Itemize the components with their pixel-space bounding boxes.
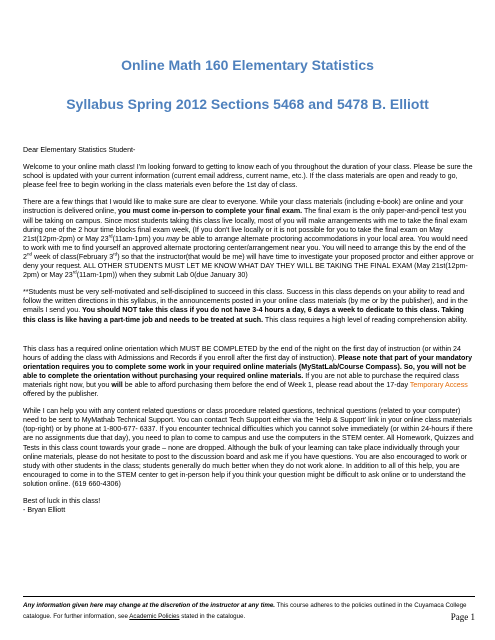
paragraph-final-exam: There are a few things that I would like to make sure are clear to everyone. While your class materials (including e-book) are online and your instruction is delivered online, you must come in-person to complete your final exam. The final exam is the only paper-and-pencil test you will be taking on campus. Since most students taking this class live locally, most of you will make arrangements with me to take the final exam during one of the 2 hour time blocks final exam week, (If you don't live locally or it is not possible for you to take the final exam on May 21st(12pm-2pm) or May 23rd(11am-1pm) you may be able to arrange alternate proctoring accommodations in your local area. You would need to work with me to find yourself an approved alternate proctoring center/arrangement near you. You will need to arrange this by the end of the 2nd week of class(February 3rd) so that the instructor(that would be me) will have time to investigate your proposed proctor and either approve or deny your request. ALL OTHER STUDENTS MUST LET ME KNOW WHAT DAY THEY WILL BE TAKING THE FINAL EXAM (May 21st(12pm-2pm) or May 23rd(11am-1pm)) when they submit Lab 0(due January 30) bbox=[23, 198, 474, 280]
syllabus-body bbox=[23, 146, 475, 523]
paragraph-welcome: Welcome to your online math class! I'm looking forward to getting to know each of you throughout the duration of your class. Please be sure the school is updated with your current information (current email address, current name, etc.). If the class materials are open and ready to go, please feel free to begin working in the class materials even before the 1st day of class. bbox=[23, 163, 473, 190]
paragraph-orientation: This class has a required online orientation which MUST BE COMPLETED by the end of the night on the first day of instruction (or within 24 hours of adding the class with Admissions and Records if you enroll after the first day of instruction). Please note that part of your mandatory orientation requires you to complete some work in your required online materials (MyStatLab/Course Compass). So, you will not be able to complete the orientation without purchasing your required online materials. If you are not able to purchase the required class materials right now, but you will be able to afford purchasing them before the end of Week 1, please read about the 17-day Temporary Access offered by the publisher. bbox=[23, 344, 473, 399]
document-subtitle: Syllabus Spring 2012 Sections 5468 and 5478 B. Elliott bbox=[66, 96, 429, 112]
time-commitment-notice: You should NOT take this class if you do not have 3-4 hours a day, 6 days a week to dedicate to this class. Taking this class is like having a part-time job and needs to be treated at such. bbox=[23, 306, 464, 324]
document-title: Online Math 160 Elementary Statistics bbox=[121, 57, 374, 73]
page-number: Page 1 bbox=[450, 612, 475, 622]
paragraph-self-motivation: **Students must be very self-motivated and self-disciplined to succeed in this class. Success in this class depends on your ability to read and follow the written directions in this syllabus, in the announcements posted in your online class materials (by me or by the publisher), and in the emails I send you. You should NOT take this class if you do not have 3-4 hours a day, 6 days a week to dedicate to this class. Taking this class is like having a part-time job and needs to be treated at such. This class requires a high level of reading comprehension ability. bbox=[23, 288, 468, 324]
footer-divider bbox=[23, 596, 475, 597]
final-exam-notice: you must come in-person to complete your final exam. bbox=[118, 207, 303, 216]
footer-note: Any information given here may change at the discretion of the instructor at any time. This course adheres to the policies outlined in the Cuyamaca College catalogue. For further information, see Academic Policies stated in the catalogue. bbox=[23, 602, 467, 620]
closing-line: Best of luck in this class! bbox=[23, 497, 101, 505]
signature: - Bryan Elliott bbox=[23, 506, 66, 515]
orientation-notice: Please note that part of your mandatory orientation requires you to complete some work in your required online materials (MyStatLab/Course Compass). So, you will not be able to complete the orientation without purchasing your required online materials. bbox=[23, 353, 473, 380]
paragraph-tech-support: While I can help you with any content related questions or class procedure related questions, technical questions (related to your computer) need to be sent to MyMathab Technical Support. You can contact Tech Support either via the 'Help & Support' link in your online class materials (top-right) or by phone at 1-800-677- 6337. If you encounter technical difficulties which you cannot solve immediately (or within 24-hours if there are no assignments due that day), you need to plan to come to campus and use the computers in the STEM center. All Homework, Quizzes and Tests in this class count towards your grade – none are dropped. Although the bulk of your learning can take place individually through your online materials, please do not hesitate to post to the discussion board and ask me if you have questions. You are also encouraged to work or study with other students in the class; students generally do much better when they do not work alone. In addition to all of this help, you are encouraged to come in to the STEM center to get in-person help if you think your question might be difficult to ask online or to understand the solution online. (619 660-4306) bbox=[23, 407, 474, 488]
greeting: Dear Elementary Statistics Student- bbox=[23, 146, 136, 154]
temporary-access-link[interactable]: Temporary Access bbox=[409, 380, 468, 389]
closing-block bbox=[23, 497, 475, 515]
academic-policies-link[interactable]: Academic Policies bbox=[129, 613, 180, 620]
